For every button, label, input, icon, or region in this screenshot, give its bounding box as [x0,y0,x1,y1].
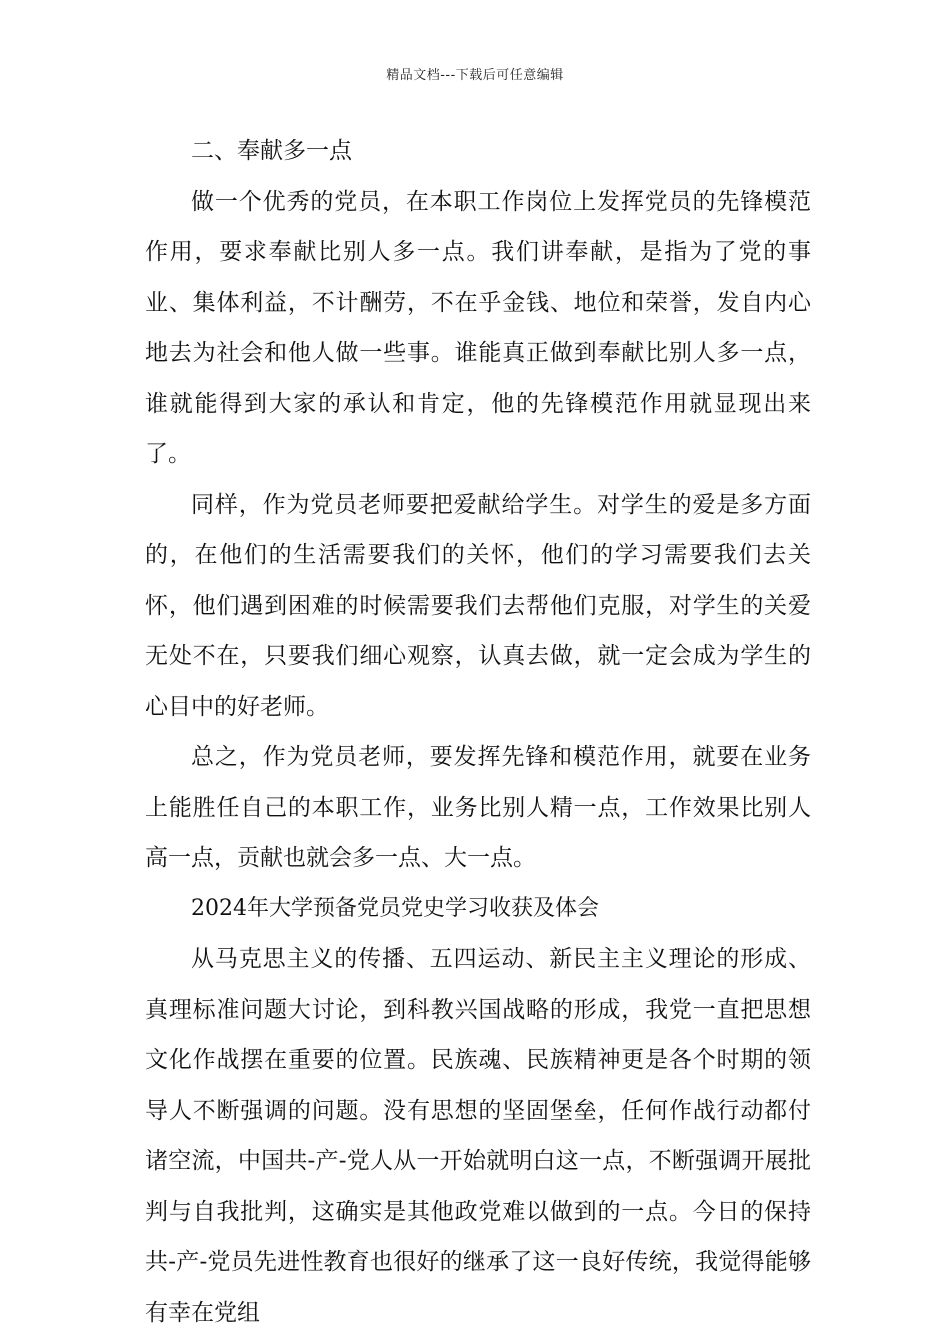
section-heading: 二、奉献多一点 [191,138,352,164]
paragraph: 总之，作为党员老师，要发挥先锋和模范作用，就要在业务上能胜任自己的本职工作，业务比别人精一点，工作效果比别人高一点，贡献也就会多一点、大一点。 [145,744,811,871]
document-body [145,126,811,1338]
paragraph: 从马克思主义的传播、五四运动、新民主主义理论的形成、真理标准问题大讨论，到科教兴国战略的形成，我党一直把思想文化作战摆在重要的位置。民族魂、民族精神更是各个时期的领导人不断强调的问题。没有思想的坚固堡垒，任何作战行动都付诸空流，中国共-产-党人从一开始就明白这一点，不断强调开展批判与自我批判，这确实是其他政党难以做到的一点。今日的保持共-产-党员先进性教育也很好的继承了这一良好传统，我觉得能够有幸在党组 [145,946,811,1326]
article-title: 2024年大学预备党员党史学习收获及体会 [191,895,599,921]
paragraph: 做一个优秀的党员，在本职工作岗位上发挥党员的先锋模范作用，要求奉献比别人多一点。我们讲奉献，是指为了党的事业、集体利益，不计酬劳，不在乎金钱、地位和荣誉，发自内心地去为社会和他人做一些事。谁能真正做到奉献比别人多一点，谁就能得到大家的承认和肯定，他的先锋模范作用就显现出来了。 [145,188,811,467]
paragraph: 同样，作为党员老师要把爱献给学生。对学生的爱是多方面的，在他们的生活需要我们的关怀，他们的学习需要我们去关怀，他们遇到困难的时候需要我们去帮他们克服，对学生的关爱无处不在，只要我们细心观察，认真去做，就一定会成为学生的心目中的好老师。 [145,491,811,720]
page-header: 精品文档---下载后可任意编辑 [386,68,564,83]
